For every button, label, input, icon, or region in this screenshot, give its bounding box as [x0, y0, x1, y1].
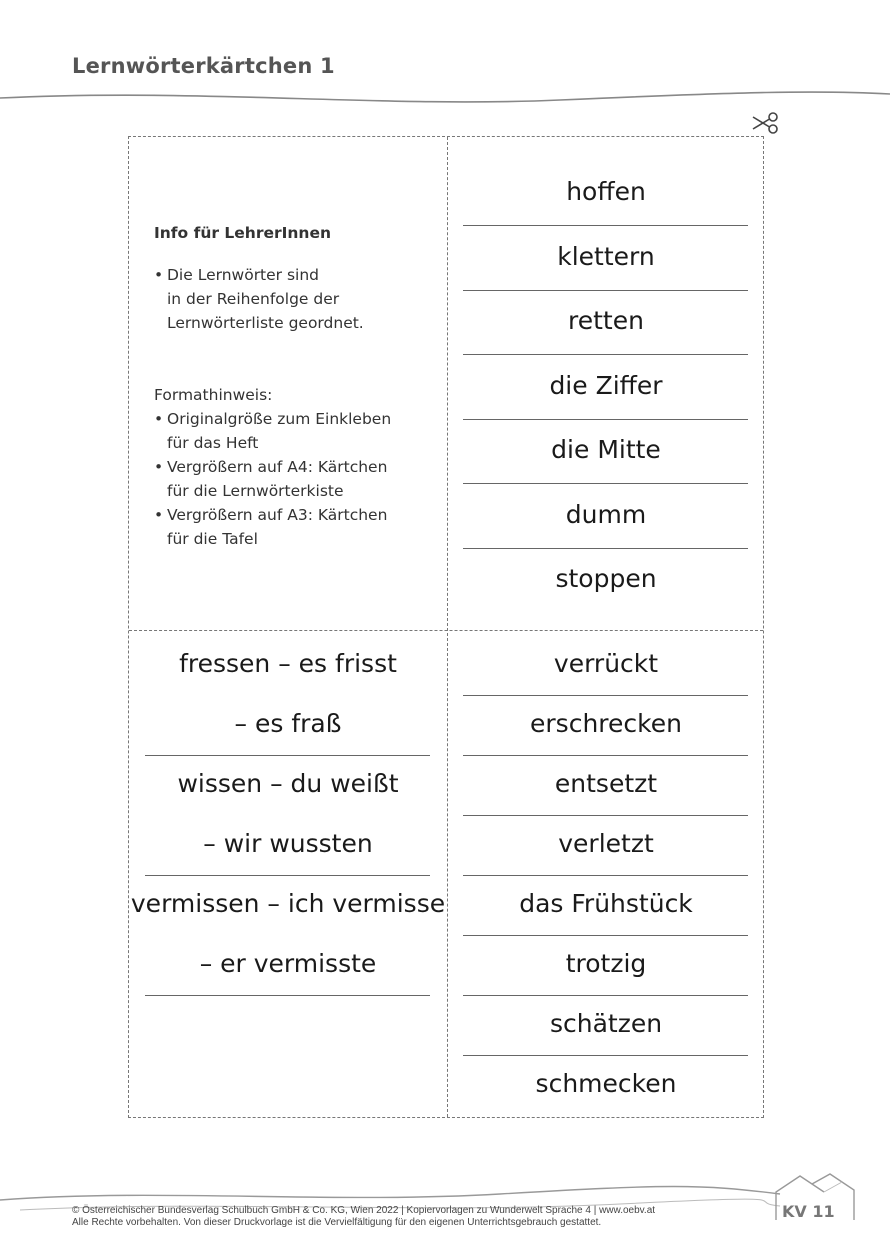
info-list: [154, 263, 434, 335]
format-point: • Originalgröße zum Einkleben für das Heft: [154, 407, 434, 455]
writing-line: [145, 755, 430, 756]
word-entry: trotzig: [565, 949, 647, 978]
word-entry: stoppen: [555, 564, 657, 593]
word-entry: – er vermisste: [199, 949, 377, 978]
info-heading: Info für LehrerInnen: [154, 224, 332, 242]
writing-line: [463, 483, 748, 484]
word-entry: entsetzt: [554, 769, 658, 798]
cut-line-horizontal: [129, 630, 763, 631]
writing-line: [463, 225, 748, 226]
word-entry: schmecken: [535, 1069, 677, 1098]
word-entry: retten: [568, 306, 644, 335]
writing-line: [463, 935, 748, 936]
writing-line: [463, 354, 748, 355]
format-point: • Vergrößern auf A4: Kärtchen für die Lernwörterkiste: [154, 455, 434, 503]
word-entry: – es fraß: [234, 709, 342, 738]
writing-line: [463, 419, 748, 420]
writing-line: [463, 815, 748, 816]
format-label: Formathinweis:: [154, 386, 273, 404]
scissors-icon: [750, 110, 780, 136]
word-entry: hoffen: [566, 177, 646, 206]
page-title: Lernwörterkärtchen 1: [72, 54, 335, 78]
writing-line: [463, 755, 748, 756]
teacher-info-card: [154, 221, 434, 551]
footer-line: Alle Rechte vorbehalten. Von dieser Druckvorlage ist die Vervielfältigung für den eigenen Unterrichtsgebrauch gestattet.: [72, 1217, 602, 1228]
word-entry: fressen – es frisst: [179, 649, 397, 678]
writing-line: [463, 1055, 748, 1056]
word-entry: erschrecken: [530, 709, 682, 738]
format-list: [154, 407, 434, 551]
word-entry: dumm: [565, 499, 647, 529]
word-entry: die Ziffer: [549, 370, 663, 400]
cut-line-vertical: [447, 137, 448, 1117]
page-badge: KV 11: [782, 1202, 835, 1221]
word-entry: klettern: [557, 241, 655, 271]
format-note: [154, 383, 434, 551]
footer-copyright: [72, 1205, 762, 1229]
word-entry: wissen – du weißt: [177, 769, 399, 798]
writing-line: [463, 695, 748, 696]
word-entry: die Mitte: [551, 435, 661, 464]
word-entry: vermissen – ich vermisse: [130, 889, 446, 918]
writing-line: [463, 875, 748, 876]
writing-line: [463, 548, 748, 549]
info-point: • Die Lernwörter sind in der Reihenfolge der Lernwörterliste geordnet.: [154, 263, 434, 335]
writing-line: [145, 995, 430, 996]
writing-line: [463, 995, 748, 996]
word-entry: verrückt: [553, 649, 659, 678]
card-sheet: [128, 136, 764, 1118]
word-entry: verletzt: [558, 829, 654, 858]
format-point: • Vergrößern auf A3: Kärtchen für die Tafel: [154, 503, 434, 551]
footer-line: © Österreichischer Bundesverlag Schulbuch GmbH & Co. KG, Wien 2022 | Kopiervorlagen zu Wunderwelt Sprache 4 | www.oebv.at: [72, 1205, 656, 1216]
word-entry: – wir wussten: [203, 829, 373, 858]
word-entry: schätzen: [549, 1009, 663, 1038]
writing-line: [463, 290, 748, 291]
word-entry: das Frühstück: [519, 889, 693, 918]
writing-line: [145, 875, 430, 876]
